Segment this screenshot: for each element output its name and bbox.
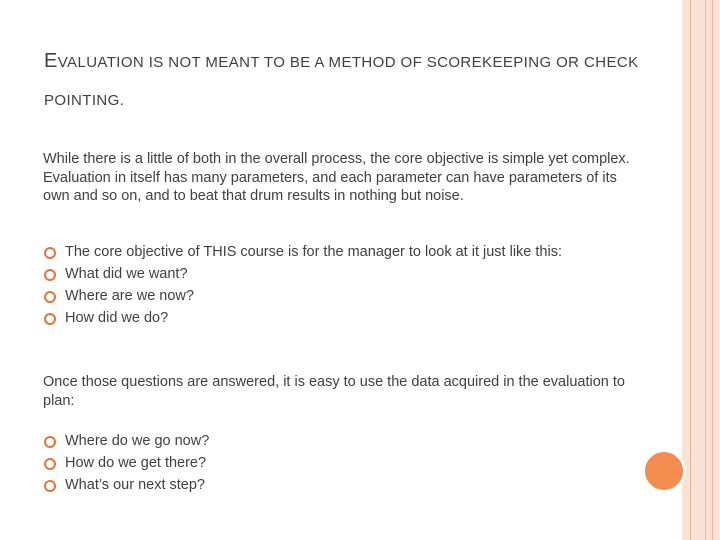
circle-bullet-icon	[44, 291, 56, 303]
circle-bullet-icon	[44, 480, 56, 492]
circle-bullet-icon	[44, 436, 56, 448]
list-item-text: The core objective of THIS course is for the manager to look at it just like this:	[65, 244, 562, 260]
circle-bullet-icon	[44, 458, 56, 470]
slide-title-rest: VALUATION IS NOT MEANT TO BE A METHOD OF SCOREKEEPING OR CHECK POINTING.	[44, 54, 639, 109]
list-item	[43, 245, 633, 261]
right-border-line	[690, 0, 691, 540]
right-border-band	[682, 0, 720, 540]
list-item-text: Where do we go now?	[65, 433, 210, 449]
list-item	[43, 267, 633, 283]
list-item-text: What did we want?	[65, 266, 188, 282]
list-item-text: How do we get there?	[65, 455, 207, 471]
list-item	[43, 456, 633, 472]
right-border-line	[712, 0, 713, 540]
planning-list	[43, 434, 633, 500]
list-item	[43, 289, 633, 305]
right-border-line	[705, 0, 706, 540]
question-list	[43, 245, 633, 333]
followup-paragraph: Once those questions are answered, it is easy to use the data acquired in the evaluation to plan:	[43, 374, 625, 409]
slide-title	[44, 42, 644, 120]
intro-paragraph: While there is a little of both in the overall process, the core objective is simple yet complex. Evaluation in itself has many parameters, and each parameter can have parameters of its own and so on, and to beat that drum results in nothing but noise.	[43, 151, 630, 204]
circle-bullet-icon	[44, 313, 56, 325]
list-item-text: How did we do?	[65, 310, 169, 326]
decorative-circle	[642, 449, 686, 493]
circle-bullet-icon	[44, 269, 56, 281]
circle-bullet-icon	[44, 247, 56, 259]
slide-title-initial: E	[44, 50, 58, 72]
list-item	[43, 478, 633, 494]
list-item-text: What’s our next step?	[65, 477, 205, 493]
list-item	[43, 434, 633, 450]
list-item	[43, 311, 633, 327]
list-item-text: Where are we now?	[65, 288, 194, 304]
